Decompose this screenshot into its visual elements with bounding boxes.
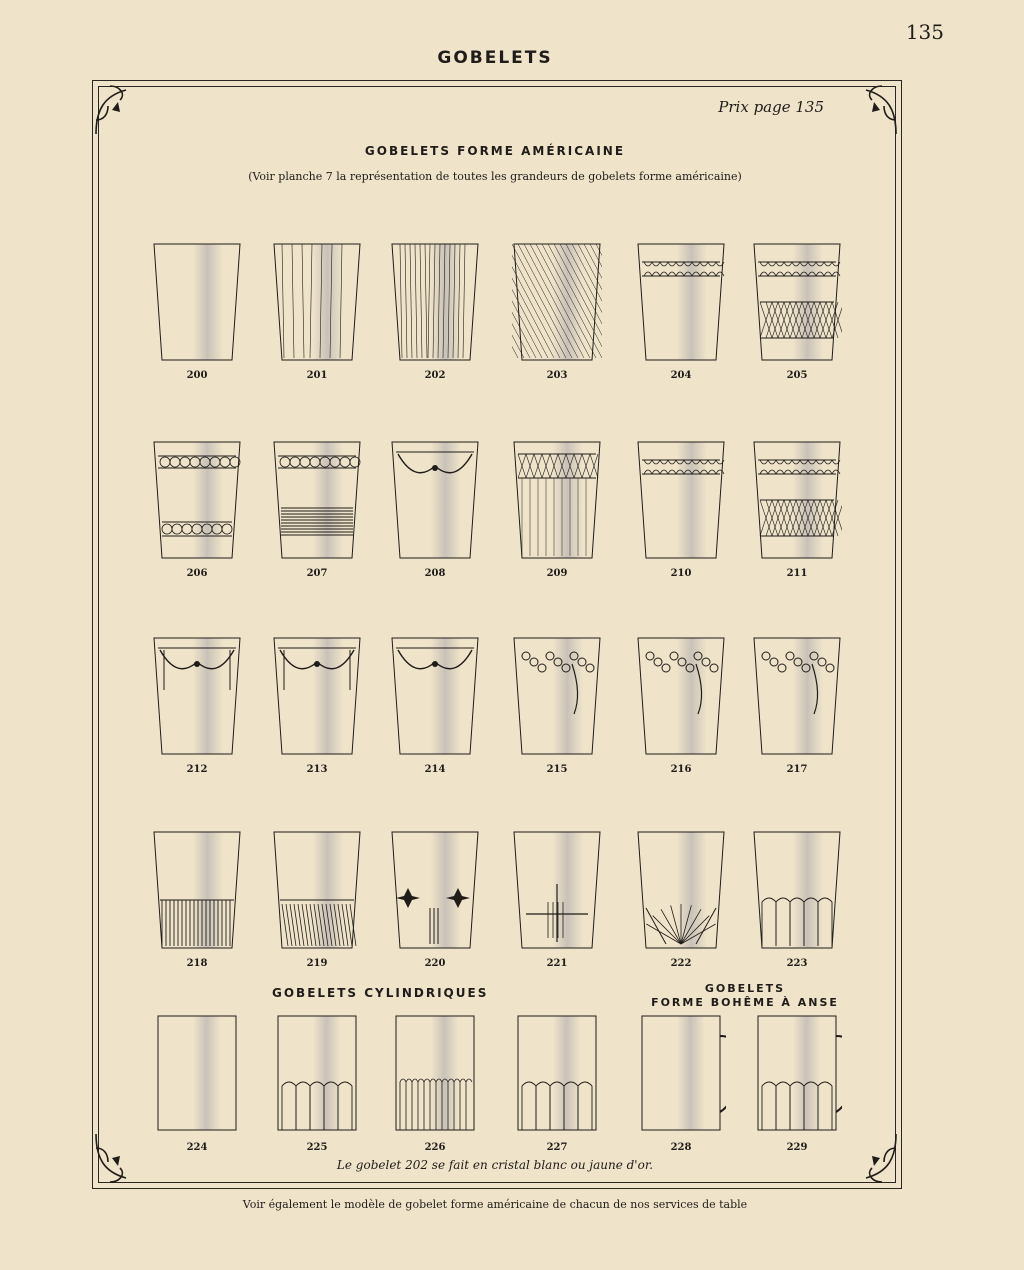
section-title-boheme bbox=[620, 982, 870, 1010]
goblet-number: 213 bbox=[306, 764, 328, 775]
goblet-219 bbox=[272, 828, 362, 973]
goblet-217 bbox=[752, 634, 842, 779]
goblet-225 bbox=[272, 1012, 362, 1157]
goblet-214 bbox=[390, 634, 480, 779]
goblet-number: 224 bbox=[186, 1142, 208, 1153]
goblet-number: 218 bbox=[186, 958, 208, 969]
goblet-number: 214 bbox=[424, 764, 446, 775]
goblet-212 bbox=[152, 634, 242, 779]
goblet-number: 200 bbox=[186, 370, 208, 381]
goblet-number: 226 bbox=[424, 1142, 446, 1153]
goblet-number: 208 bbox=[424, 568, 446, 579]
goblet-number: 227 bbox=[546, 1142, 568, 1153]
section-title-boheme-line1: GOBELETS bbox=[704, 982, 786, 995]
goblet-226 bbox=[390, 1012, 480, 1157]
goblet-number: 223 bbox=[786, 958, 808, 969]
goblet-201 bbox=[272, 240, 362, 385]
goblet-number: 221 bbox=[546, 958, 568, 969]
section-title-cylindrical: GOBELETS CYLINDRIQUES bbox=[272, 986, 489, 1000]
goblet-222 bbox=[636, 828, 726, 973]
goblet-number: 204 bbox=[670, 370, 692, 381]
goblet-number: 206 bbox=[186, 568, 208, 579]
goblet-208 bbox=[390, 438, 480, 583]
section-title-boheme-line2: FORME BOHÊME À ANSE bbox=[651, 996, 839, 1009]
page-number: 135 bbox=[905, 20, 944, 44]
goblet-number: 201 bbox=[306, 370, 328, 381]
goblet-204 bbox=[636, 240, 726, 385]
goblet-number: 210 bbox=[670, 568, 692, 579]
goblet-number: 202 bbox=[424, 370, 446, 381]
goblet-number: 222 bbox=[670, 958, 692, 969]
section-title-american: GOBELETS FORME AMÉRICAINE bbox=[364, 144, 626, 158]
goblet-206 bbox=[152, 438, 242, 583]
goblet-number: 212 bbox=[186, 764, 208, 775]
goblet-229 bbox=[752, 1012, 842, 1157]
goblet-218 bbox=[152, 828, 242, 973]
goblet-228 bbox=[636, 1012, 726, 1157]
goblet-211 bbox=[752, 438, 842, 583]
corner-ornament-top-right bbox=[842, 80, 902, 140]
goblet-216 bbox=[636, 634, 726, 779]
goblet-221 bbox=[512, 828, 602, 973]
goblet-number: 203 bbox=[546, 370, 568, 381]
goblet-200 bbox=[152, 240, 242, 385]
goblet-220 bbox=[390, 828, 480, 973]
note-american: (Voir planche 7 la représentation de toutes les grandeurs de gobelets forme américaine) bbox=[248, 170, 742, 183]
goblet-number: 215 bbox=[546, 764, 568, 775]
page-title: GOBELETS bbox=[437, 48, 553, 68]
goblet-number: 229 bbox=[786, 1142, 808, 1153]
goblet-210 bbox=[636, 438, 726, 583]
goblet-number: 219 bbox=[306, 958, 328, 969]
goblet-number: 209 bbox=[546, 568, 568, 579]
goblet-227 bbox=[512, 1012, 602, 1157]
goblet-number: 205 bbox=[786, 370, 808, 381]
goblet-207 bbox=[272, 438, 362, 583]
goblet-number: 207 bbox=[306, 568, 328, 579]
goblet-203 bbox=[512, 240, 602, 385]
goblet-number: 220 bbox=[424, 958, 446, 969]
corner-ornament-top-left bbox=[90, 80, 150, 140]
footnote: Le gobelet 202 se fait en cristal blanc ou jaune d'or. bbox=[336, 1158, 654, 1172]
goblet-224 bbox=[152, 1012, 242, 1157]
goblet-209 bbox=[512, 438, 602, 583]
goblet-202 bbox=[390, 240, 480, 385]
price-reference: Prix page 135 bbox=[718, 98, 824, 116]
goblet-number: 211 bbox=[786, 568, 808, 579]
goblet-205 bbox=[752, 240, 842, 385]
goblet-number: 216 bbox=[670, 764, 692, 775]
goblet-213 bbox=[272, 634, 362, 779]
goblet-number: 228 bbox=[670, 1142, 692, 1153]
goblet-number: 217 bbox=[786, 764, 808, 775]
goblet-215 bbox=[512, 634, 602, 779]
goblet-number: 225 bbox=[306, 1142, 328, 1153]
goblet-223 bbox=[752, 828, 842, 973]
page-footer: Voir également le modèle de gobelet forme américaine de chacun de nos services de table bbox=[242, 1198, 748, 1211]
